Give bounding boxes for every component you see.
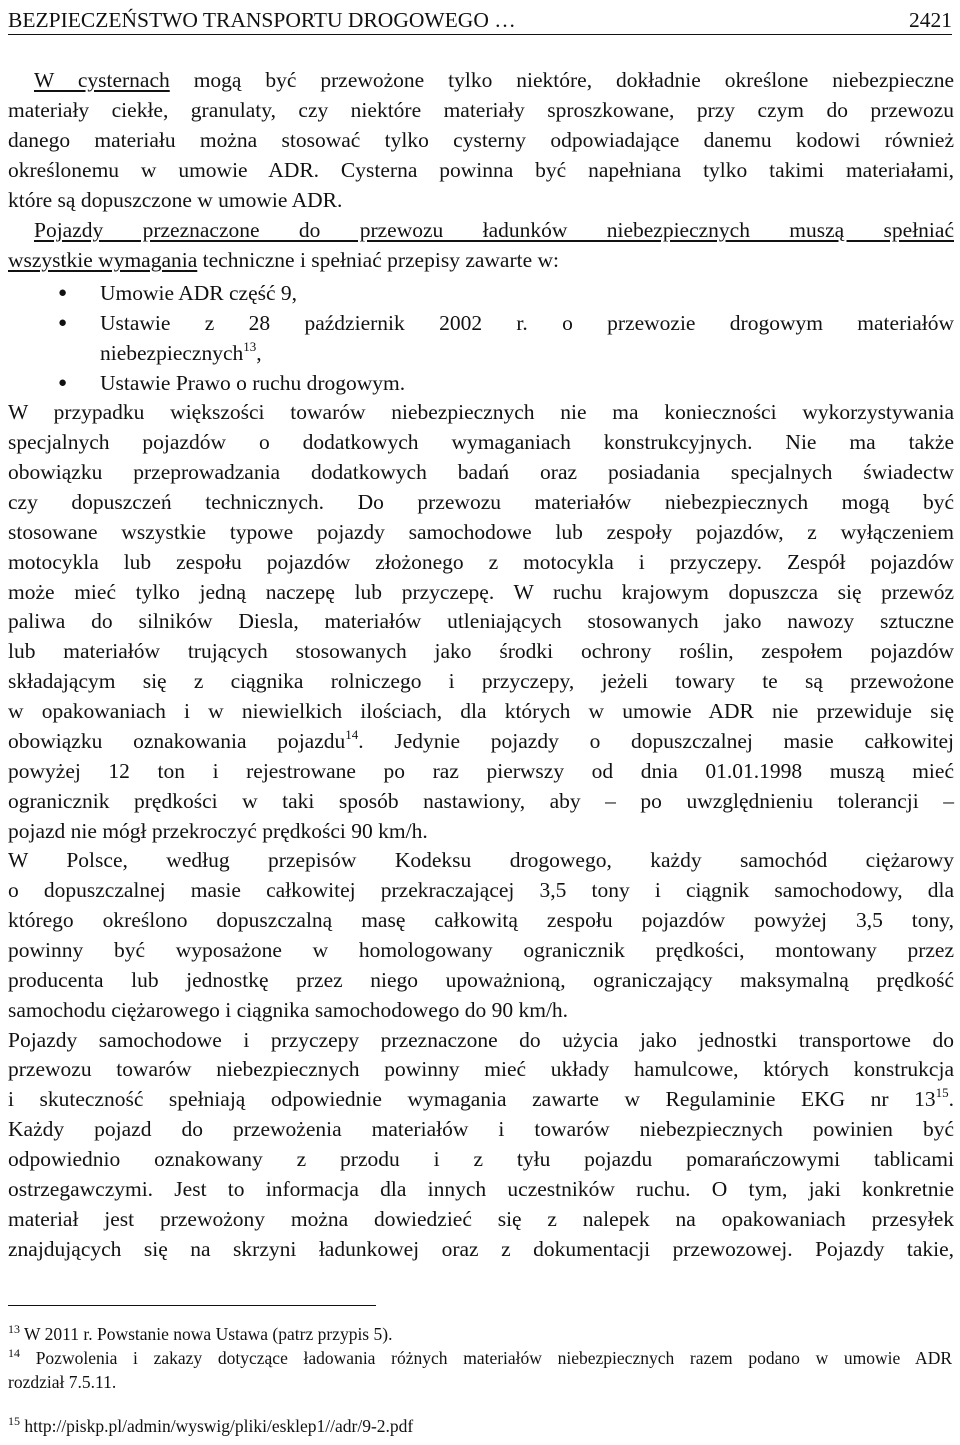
text-line <box>8 95 954 125</box>
text-run: W przypadku większości towarów niebezpiecznych nie ma konieczności wykorzystywania <box>8 400 954 424</box>
text-line <box>8 905 954 935</box>
text-line <box>8 397 954 427</box>
text-line <box>8 696 954 726</box>
text-run: Ustawie z 28 październik 2002 r. o przewozie drogowym materiałów <box>100 311 954 335</box>
text-line <box>8 487 954 517</box>
header-title: BEZPIECZEŃSTWO TRANSPORTU DROGOWEGO … <box>8 8 516 32</box>
text-line <box>8 1234 954 1264</box>
text-line <box>8 547 954 577</box>
text-line <box>8 185 954 215</box>
footnote-ref: 13 <box>8 1322 20 1336</box>
text-run: materiały ciekłe, granulaty, czy niektóre materiały sproszkowane, przy czym do przewozu <box>8 98 954 122</box>
text-run: Pojazdy samochodowe i przyczepy przeznaczone do użycia jako jednostki transportowe do <box>8 1028 954 1052</box>
text-line <box>8 606 954 636</box>
text-run: ostrzegawczymi. Jest to informacja dla innych uczestników ruchu. O tym, jaki konkretnie <box>8 1177 954 1201</box>
text-run: danego materiału można stosować tylko cysterny odpowiadające danemu kodowi również <box>8 128 954 152</box>
text-run: producenta lub jednostkę przez niego upoważnioną, ograniczający maksymalną prędkość <box>8 968 954 992</box>
text-run: powinny być wyposażone w homologowany ogranicznik prędkości, montowany przez <box>8 938 954 962</box>
text-run: o dopuszczalnej masie całkowitej przekraczającej 3,5 tony i ciągnik samochodowy, dla <box>8 878 954 902</box>
running-header <box>8 6 952 35</box>
text-line <box>8 577 954 607</box>
text-line <box>8 517 954 547</box>
text-run: Ustawie Prawo o ruchu drogowym. <box>100 371 406 395</box>
text-line <box>100 368 954 398</box>
text-run: odpowiednio oznakowany z przodu i z tyłu pojazdu pomarańczowymi tablicami <box>8 1147 954 1171</box>
text-line <box>8 1114 954 1144</box>
text-line <box>8 1144 954 1174</box>
text-line <box>8 756 954 786</box>
text-line <box>8 786 954 816</box>
text-line <box>8 816 954 846</box>
text-line <box>8 636 954 666</box>
text-run: którego określono dopuszczalną masę całkowitą zespołu pojazdów powyżej 3,5 tony, <box>8 908 954 932</box>
text-run: obowiązku przeprowadzania dodatkowych badań oraz posiadania specjalnych świadectw <box>8 460 954 484</box>
text-run: i skuteczność spełniają odpowiednie wymagania zawarte w Regulaminie EKG nr 13 <box>8 1087 936 1111</box>
text-line <box>8 125 954 155</box>
text-run: pojazd nie mógł przekroczyć prędkości 90 km/h. <box>8 819 428 843</box>
text-run: w opakowaniach i w niewielkich ilościach, dla których w umowie ADR nie przewiduje się <box>8 699 954 723</box>
text-run: powyżej 12 ton i rejestrowane po raz pierwszy od dnia 01.01.1998 muszą mieć <box>8 759 954 783</box>
text-line <box>8 1204 954 1234</box>
bullet-icon: ● <box>58 375 68 391</box>
text-run: niebezpiecznych <box>100 341 244 365</box>
text-line <box>8 845 954 875</box>
text-line <box>8 245 954 275</box>
text-line <box>100 338 954 368</box>
text-line <box>34 215 954 245</box>
footnote-ref: 15 <box>935 1085 949 1100</box>
text-run: Pozwolenia i zakazy dotyczące ładowania różnych materiałów niebezpiecznych razem podano w umowie ADR <box>20 1348 952 1368</box>
text-run: składającym się z ciągnika rolniczego i przyczepy, jeżeli towary te są przewożone <box>8 669 954 693</box>
text-run: motocykla lub zespołu pojazdów złożonego z motocykla i przyczepy. Zespół pojazdów <box>8 550 954 574</box>
text-run: które są dopuszczone w umowie ADR. <box>8 188 343 212</box>
text-run: samochodu ciężarowego i ciągnika samochodowego do 90 km/h. <box>8 998 569 1022</box>
text-run: . <box>948 1087 954 1111</box>
footnote-separator <box>8 1305 376 1306</box>
text-line <box>8 666 954 696</box>
text-run: Każdy pojazd do przewożenia materiałów i towarów niebezpiecznych powinien być <box>8 1117 954 1141</box>
underlined-text: wszystkie wymagania <box>8 248 198 272</box>
text-run: obowiązku oznakowania pojazdu <box>8 729 346 753</box>
text-line <box>8 1054 954 1084</box>
footnote-line <box>8 1414 952 1438</box>
bullet-icon: ● <box>58 315 68 331</box>
underlined-text: Pojazdy przeznaczone do przewozu ładunków niebezpiecznych muszą spełniać <box>34 218 954 242</box>
text-run: ogranicznik prędkości w taki sposób nastawiony, aby – po uwzględnieniu tolerancji – <box>8 789 954 813</box>
text-run: przewozu towarów niebezpiecznych powinny mieć układy hamulcowe, których konstrukcja <box>8 1057 954 1081</box>
text-run: . Jedynie pojazdy o dopuszczalnej masie całkowitej <box>358 729 954 753</box>
text-run: W Polsce, według przepisów Kodeksu drogowego, każdy samochód ciężarowy <box>8 848 954 872</box>
text-run: paliwa do silników Diesla, materiałów utleniających stosowanych jako nawozy sztuczne <box>8 609 954 633</box>
text-run: materiał jest przewożony można dowiedzieć się z nalepek na opakowaniach przesyłek <box>8 1207 954 1231</box>
text-run: czy dopuszczeń technicznych. Do przewozu materiałów niebezpiecznych mogą być <box>8 490 954 514</box>
text-run: specjalnych pojazdów o dodatkowych wymaganiach konstrukcyjnych. Nie ma także <box>8 430 954 454</box>
text-line <box>8 1174 954 1204</box>
text-run: może mieć tylko jedną naczepę lub przyczepę. W ruchu krajowym dopuszcza się przewóz <box>8 580 954 604</box>
underlined-text: W cysternach <box>34 68 170 92</box>
text-line <box>8 726 954 756</box>
bullet-icon: ● <box>58 285 68 301</box>
page-number: 2421 <box>909 8 952 32</box>
text-run: stosowane wszystkie typowe pojazdy samochodowe lub zespoły pojazdów, z wyłączeniem <box>8 520 954 544</box>
text-line <box>8 427 954 457</box>
footnote-ref: 14 <box>345 727 359 742</box>
text-line <box>8 965 954 995</box>
text-line <box>8 1084 954 1114</box>
text-run: W 2011 r. Powstanie nowa Ustawa (patrz przypis 5). <box>20 1324 393 1344</box>
text-line <box>8 995 954 1025</box>
footnote-line <box>8 1346 952 1370</box>
text-line <box>100 308 954 338</box>
footnote-line <box>8 1322 952 1346</box>
text-line <box>8 155 954 185</box>
text-line <box>100 278 954 308</box>
text-run: znajdujących się na skrzyni ładunkowej oraz z dokumentacji przewozowej. Pojazdy takie, <box>8 1237 954 1261</box>
text-run: techniczne i spełniać przepisy zawarte w: <box>197 248 560 272</box>
text-run: lub materiałów trujących stosowanych jako środki ochrony roślin, zespołem pojazdów <box>8 639 954 663</box>
text-line <box>8 875 954 905</box>
text-line <box>8 935 954 965</box>
text-line <box>8 457 954 487</box>
footnote-ref: 13 <box>243 339 257 354</box>
text-line <box>34 65 954 95</box>
text-run: rozdział 7.5.11. <box>8 1372 117 1392</box>
text-run: http://piskp.pl/admin/wyswig/pliki/esklep1//adr/9-2.pdf <box>20 1416 414 1436</box>
text-line <box>8 1025 954 1055</box>
text-run: określonemu w umowie ADR. Cysterna powinna być napełniana tylko takimi materiałami, <box>8 158 954 182</box>
text-run: mogą być przewożone tylko niektóre, dokładnie określone niebezpieczne <box>169 68 955 92</box>
text-run: Umowie ADR część 9, <box>100 281 298 305</box>
footnote-ref: 14 <box>8 1346 20 1360</box>
footnote-line <box>8 1370 952 1394</box>
footnote-ref: 15 <box>8 1414 20 1428</box>
text-run: , <box>256 341 262 365</box>
